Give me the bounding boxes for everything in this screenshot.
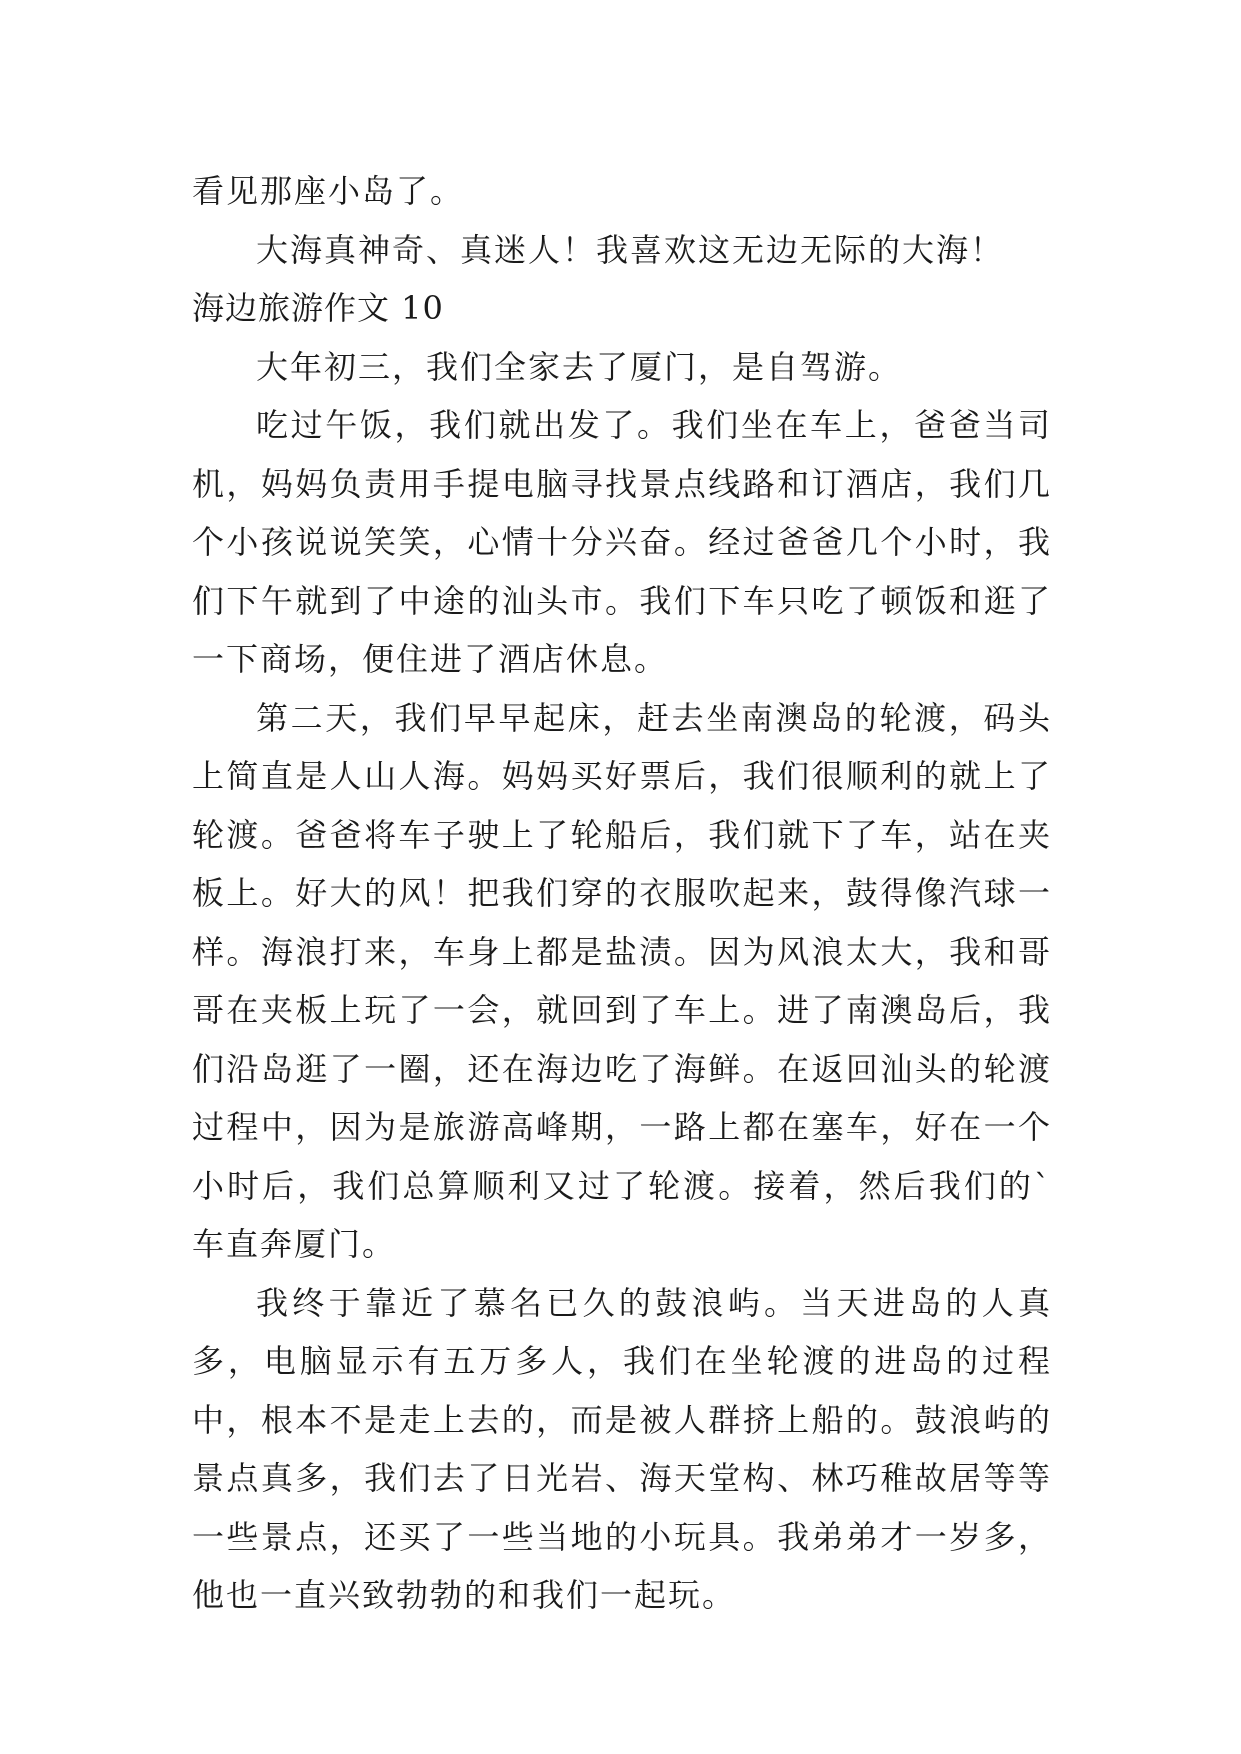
paragraph-gulangyu: 我终于靠近了慕名已久的鼓浪屿。当天进岛的人真多，电脑显示有五万多人，我们在坐轮渡的进岛的过程中，根本不是走上去的，而是被人群挤上船的。鼓浪屿的景点真多，我们去了日光岩、海天堂构、林巧稚故居等等一些景点，还买了一些当地的小玩具。我弟弟才一岁多，他也一直兴致勃勃的和我们一起玩。 [192, 1283, 1052, 1614]
paragraph-closing: 大海真神奇、真迷人！我喜欢这无边无际的大海！ [256, 230, 1005, 269]
continuation-line: 看见那座小岛了。 [192, 172, 465, 210]
paragraph-intro: 大年初三，我们全家去了厦门，是自驾游。 [256, 347, 903, 386]
essay-body [192, 162, 1052, 1625]
paragraph-ferry: 第二天，我们早早起床，赶去坐南澳岛的轮渡，码头上简直是人山人海。妈妈买好票后，我们很顺利的就上了轮渡。爸爸将车子驶上了轮船后，我们就下了车，站在夹板上。好大的风！把我们穿的衣服吹起来，鼓得像汽球一样。海浪打来，车身上都是盐渍。因为风浪太大，我和哥哥在夹板上玩了一会，就回到了车上。进了南澳岛后，我们沿岛逛了一圈，还在海边吃了海鲜。在返回汕头的轮渡过程中，因为是旅游高峰期，一路上都在塞车，好在一个小时后，我们总算顺利又过了轮渡。接着，然后我们的`车直奔厦门。 [192, 698, 1052, 1263]
essay-title: 海边旅游作文 10 [192, 289, 444, 327]
paragraph-departure: 吃过午饭，我们就出发了。我们坐在车上，爸爸当司机，妈妈负责用手提电脑寻找景点线路和订酒店，我们几个小孩说说笑笑，心情十分兴奋。经过爸爸几个小时，我们下午就到了中途的汕头市。我们下车只吃了顿饭和逛了一下商场，便住进了酒店休息。 [192, 406, 1052, 678]
